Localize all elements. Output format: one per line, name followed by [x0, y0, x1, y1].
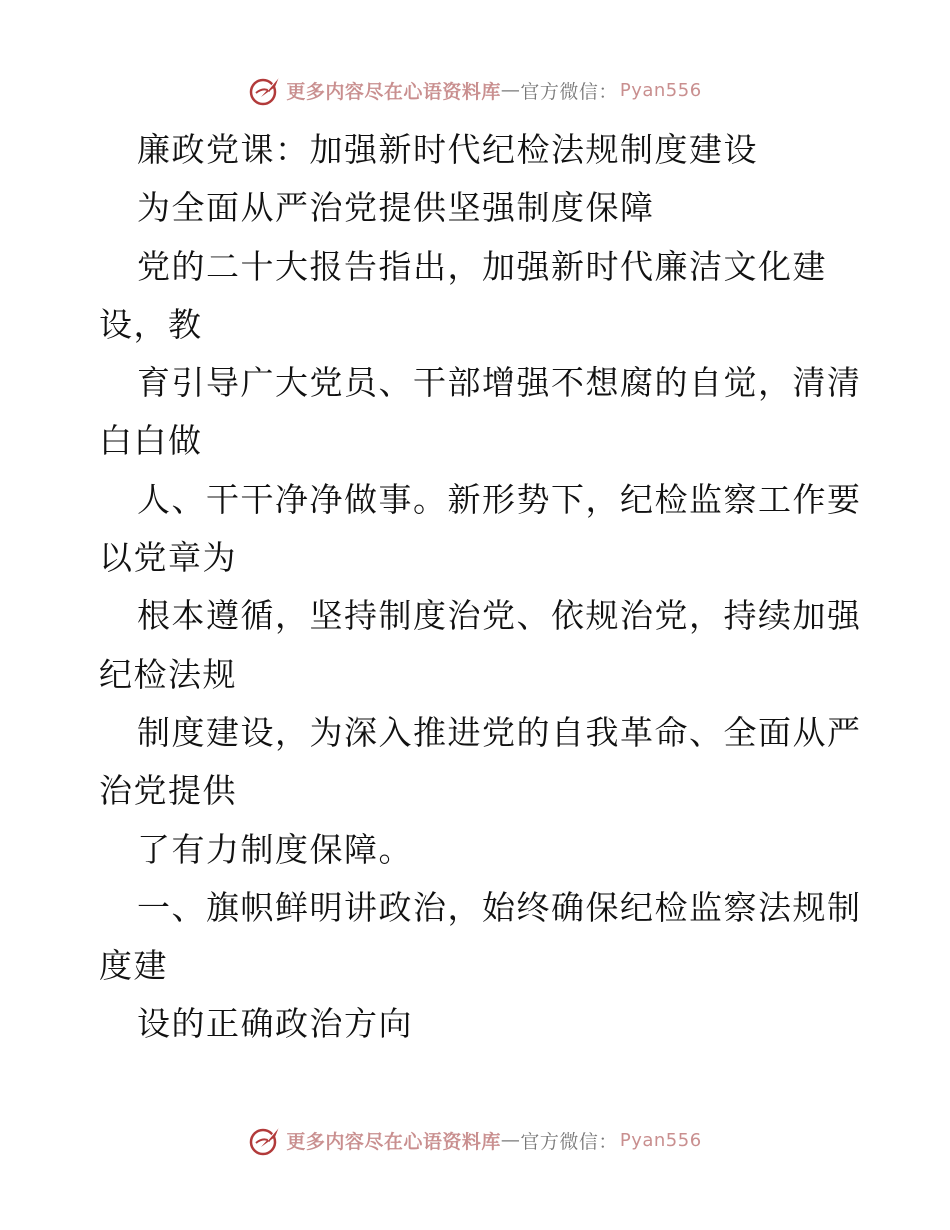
banner-official-label: 官方微信：	[520, 80, 618, 103]
banner-wechat-id: Pyan556	[619, 1129, 702, 1151]
body-line: 制度建设，为深入推进党的自我革命、全面从严	[137, 712, 862, 752]
banner-main-text: 更多内容尽在心语资料库	[286, 80, 501, 103]
header-banner	[0, 70, 950, 110]
body-line: 育引导广大党员、干部增强不想腐的自觉，清清	[137, 363, 862, 403]
document-subtitle: 为全面从严治党提供坚强制度保障	[137, 188, 655, 228]
body-line: 了有力制度保障。	[137, 829, 413, 869]
body-line: 以党章为	[99, 538, 237, 578]
banner-dash: —	[500, 1129, 521, 1151]
section-heading: 一、旗帜鲜明讲政治，始终确保纪检监察法规制	[137, 887, 862, 927]
banner-main-text: 更多内容尽在心语资料库	[286, 1130, 501, 1153]
body-line: 人、干干净净做事。新形势下，纪检监察工作要	[137, 479, 862, 519]
quill-pen-logo-icon	[248, 73, 282, 107]
document-title: 廉政党课：加强新时代纪检法规制度建设	[137, 130, 758, 169]
document-body	[99, 121, 862, 1054]
section-heading-continued: 设的正确政治方向	[137, 1004, 413, 1044]
footer-banner	[0, 1120, 950, 1160]
body-line: 党的二十大报告指出，加强新时代廉洁文化建	[137, 246, 827, 286]
banner-dash: —	[500, 79, 521, 101]
banner-official-label: 官方微信：	[520, 1130, 618, 1153]
banner-wechat-id: Pyan556	[619, 79, 702, 101]
body-line: 白白做	[99, 421, 203, 461]
body-line: 纪检法规	[99, 654, 237, 694]
quill-pen-logo-icon	[248, 1123, 282, 1157]
body-line: 设，教	[99, 304, 203, 344]
body-line: 根本遵循，坚持制度治党、依规治党，持续加强	[137, 596, 862, 636]
body-line: 治党提供	[99, 771, 237, 811]
section-heading-continued: 度建	[99, 946, 168, 986]
